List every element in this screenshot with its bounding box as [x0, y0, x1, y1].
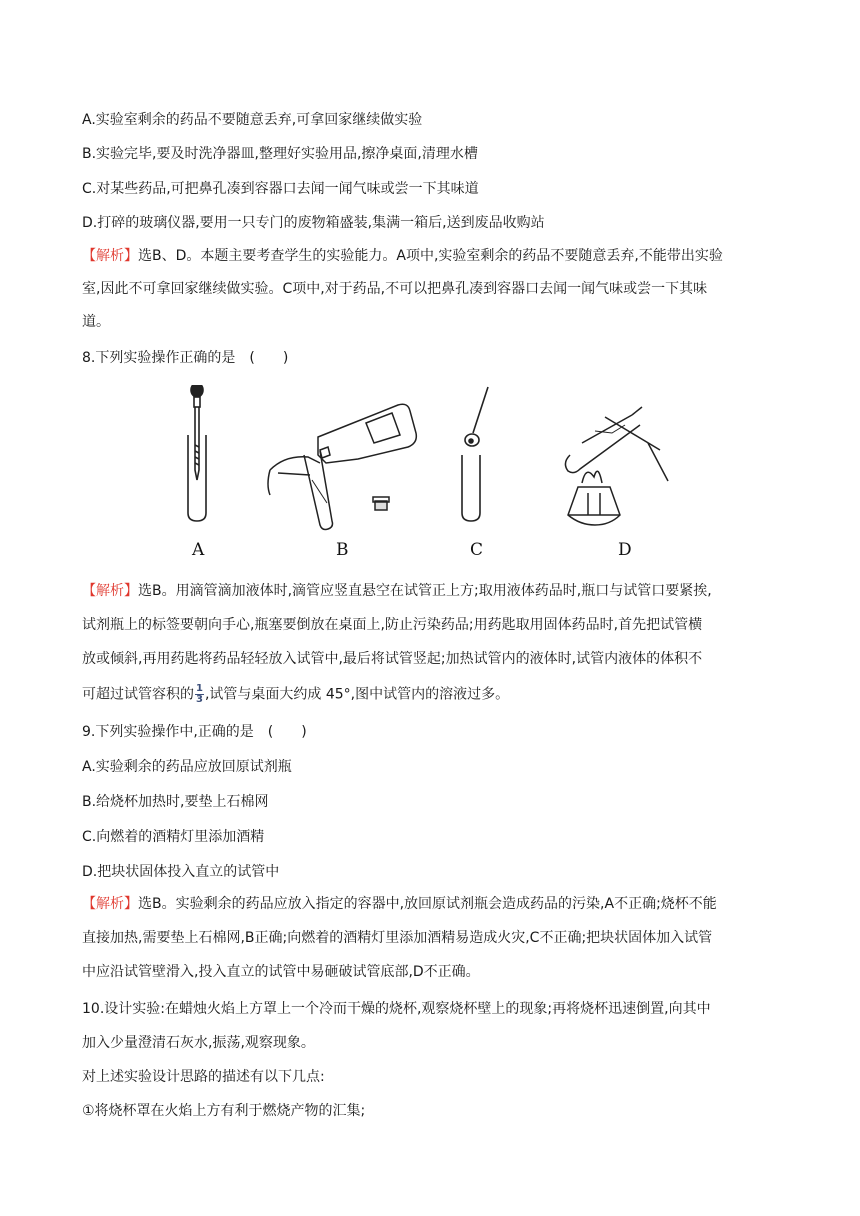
q10-stem-line-2: 加入少量澄清石灰水,振荡,观察现象。 [82, 1035, 315, 1051]
q10-stem-line-3: 对上述实验设计思路的描述有以下几点: [82, 1069, 325, 1085]
q9-option-c: C.向燃着的酒精灯里添加酒精 [82, 829, 265, 845]
figure-label-a: A [192, 540, 205, 560]
q9-option-d: D.把块状固体投入直立的试管中 [82, 864, 280, 880]
q7-option-c: C.对某些药品,可把鼻孔凑到容器口去闻一闻气味或尝一下其味道 [82, 181, 479, 197]
figure-label-b: B [336, 540, 349, 560]
q9-stem: 9.下列实验操作中,正确的是 ( ) [82, 724, 307, 740]
figure-label-c: C [470, 540, 484, 560]
q10-stem-line-1: 10.设计实验:在蜡烛火焰上方罩上一个冷而干燥的烧杯,观察烧杯壁上的现象;再将烧杯迅速倒置,向其中 [82, 1001, 711, 1017]
q8-analysis-line-4 [82, 684, 782, 705]
analysis-text: 选B、D。本题主要考查学生的实验能力。A项中,实验室剩余的药品不要随意丢弃,不能带出实验 [138, 248, 723, 264]
fraction-one-third [195, 684, 204, 705]
q7-analysis-line-2: 室,因此不可拿回家继续做实验。C项中,对于药品,不可以把鼻孔凑到容器口去闻一闻气味或尝一下其味 [82, 281, 708, 297]
q9-analysis-line-3: 中应沿试管壁滑入,投入直立的试管中易砸破试管底部,D不正确。 [82, 964, 480, 980]
panel-a-dropper-over-tube [188, 385, 206, 521]
q8-figure [170, 385, 670, 565]
q9-option-a: A.实验剩余的药品应放回原试剂瓶 [82, 759, 292, 775]
q8-analysis-line-3: 放或倾斜,再用药匙将药品轻轻放入试管中,最后将试管竖起;加热试管内的液体时,试管内液体的体积不 [82, 651, 703, 667]
fraction-denominator: 3 [196, 694, 203, 705]
q10-statement-1: ①将烧杯罩在火焰上方有利于燃烧产物的汇集; [82, 1103, 366, 1119]
analysis-text: 选B。实验剩余的药品应放入指定的容器中,放回原试剂瓶会造成药品的污染,A不正确;烧杯不能 [138, 896, 717, 912]
fraction-numerator: 1 [196, 683, 203, 694]
analysis-text: 可超过试管容积的 [82, 686, 194, 703]
analysis-tag: 【解析】 [82, 896, 138, 912]
q8-stem: 8.下列实验操作正确的是 ( ) [82, 350, 289, 366]
panel-c-spoon-into-tube [462, 387, 488, 521]
analysis-text: ,试管与桌面大约成 45°,图中试管内的溶液过多。 [204, 686, 510, 703]
q9-option-b: B.给烧杯加热时,要垫上石棉网 [82, 794, 269, 810]
q9-analysis-line-2: 直接加热,需要垫上石棉网,B正确;向燃着的酒精灯里添加酒精易造成火灾,C不正确;把块状固体加入试管 [82, 930, 713, 946]
q7-option-a: A.实验室剩余的药品不要随意丢弃,可拿回家继续做实验 [82, 112, 423, 128]
analysis-text: 选B。用滴管滴加液体时,滴管应竖直悬空在试管正上方;取用液体药品时,瓶口与试管口要紧挨, [138, 583, 712, 599]
q8-analysis-line-2: 试剂瓶上的标签要朝向手心,瓶塞要倒放在桌面上,防止污染药品;用药匙取用固体药品时,首先把试管横 [82, 617, 703, 633]
q7-option-b: B.实验完毕,要及时洗净器皿,整理好实验用品,擦净桌面,清理水槽 [82, 146, 478, 162]
q9-analysis-line-1 [82, 894, 782, 914]
q8-analysis-line-1 [82, 581, 782, 601]
panel-b-pouring-liquid [268, 404, 416, 529]
panel-d-heating-tube [565, 407, 668, 525]
q7-option-d: D.打碎的玻璃仪器,要用一只专门的废物箱盛装,集满一箱后,送到废品收购站 [82, 215, 545, 231]
q7-analysis-line-3: 道。 [82, 314, 110, 330]
analysis-tag: 【解析】 [82, 583, 138, 599]
q7-analysis-line-1 [82, 246, 782, 266]
lab-operations-illustration [170, 385, 670, 535]
analysis-tag: 【解析】 [82, 248, 138, 264]
figure-label-d: D [618, 540, 632, 560]
